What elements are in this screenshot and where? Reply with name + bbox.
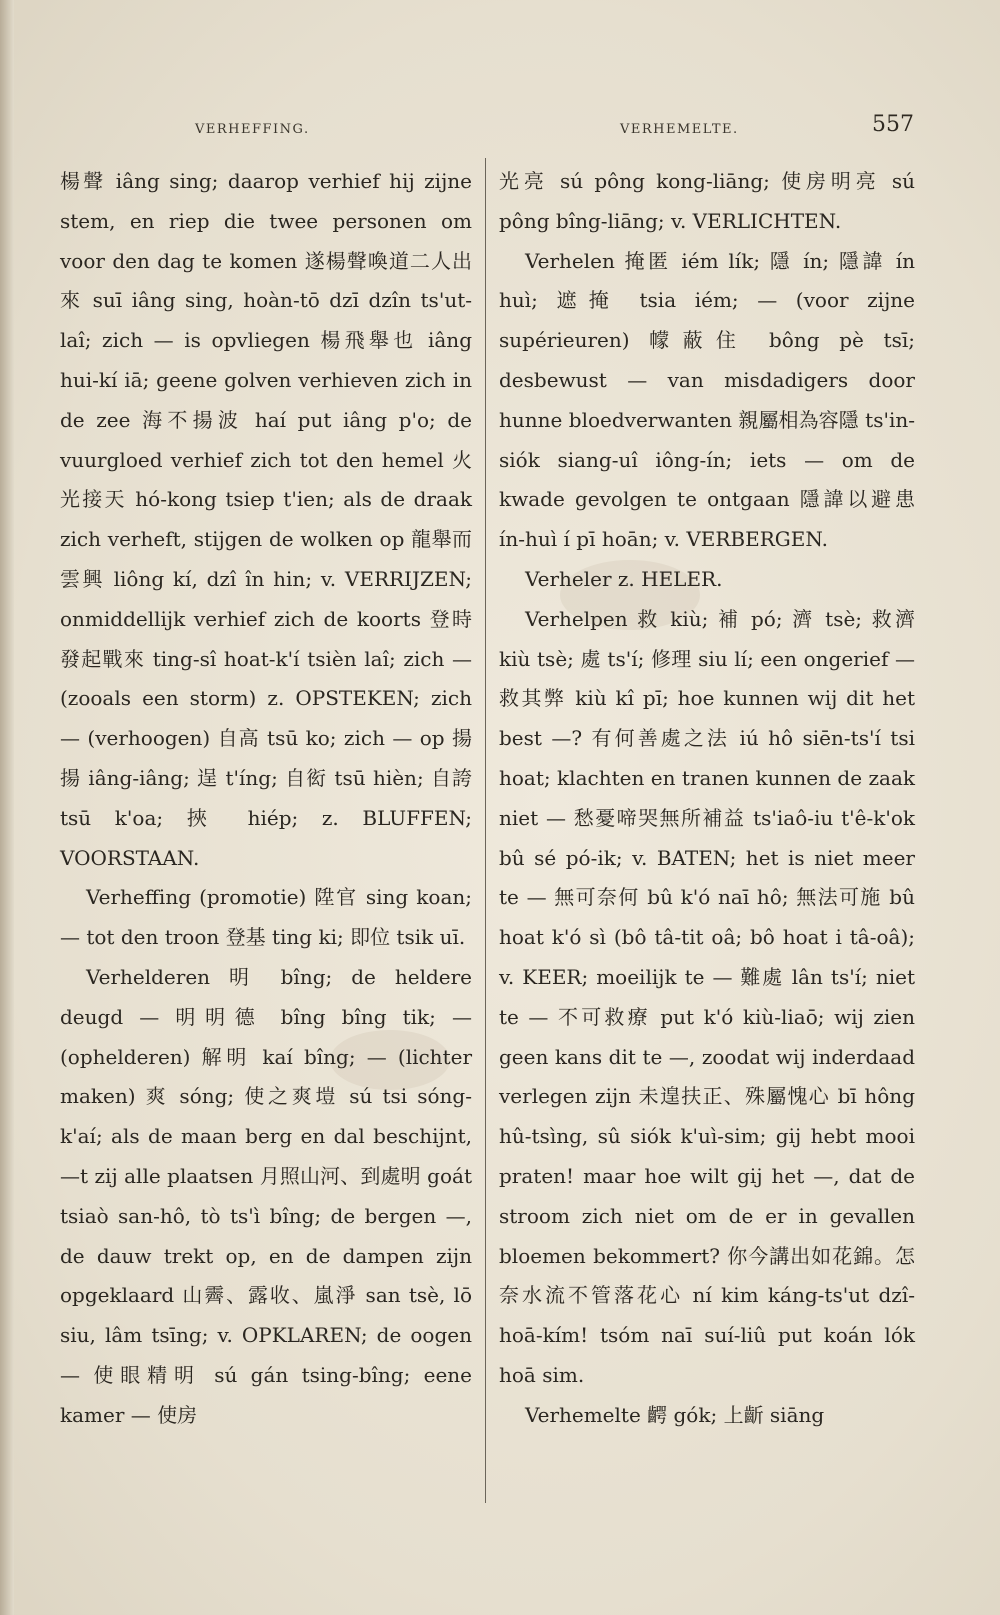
entry-verhelderen-continued: 光亮 sú pông kong-liāng; 使房明亮 sú pông bîng-liāng; v. VERLICHTEN.: [499, 169, 915, 233]
left-column: [60, 162, 472, 1436]
entry-verheffen-continued: 楊聲 iâng sing; daarop verhief hij zijne stem, en riep die twee personen om voor den dag te komen 遂楊聲喚道二人出來 suī iâng sing, hoàn-tō dzī dzîn ts'ut-laî; zich — is opvliegen 楊飛舉也 iâng hui-kí iā; geene golven verhieven zich in de zee 海不揚波 haí put iâng p'o; de vuurgloed verhief zich tot den hemel 火光接天 hó-kong tsiep t'ien; als de draak zich verheft, stijgen de wolken op 龍舉而雲興 liông kí, dzî în hin; v. VERRIJZEN; onmiddellijk verhief zich de koorts 登時發起戰來 ting-sî hoat-k'í tsièn laî; zich — (zooals een storm) z. OPSTEKEN; zich — (verhoogen) 自高 tsū ko; zich — op 揚揚 iâng-iâng; 逞 t'íng; 自衒 tsū hièn; 自誇 tsū k'oa; 挾 hiép; z. BLUFFEN; VOORSTAAN.: [60, 169, 472, 870]
entry-verhemelte: Verhemelte 齶 gók; 上齗 siāng: [525, 1402, 825, 1427]
right-column: [499, 162, 915, 1436]
page-number: 557: [872, 112, 914, 137]
left-running-head: VERHEFFING.: [195, 122, 310, 137]
column-rule: [485, 158, 486, 1503]
entry-verhelderen: Verhelderen 明 bîng; de heldere deugd — 明明德 bîng bîng tik; — (ophelderen) 解明 kaí bîng; — (lichter maken) 爽 sóng; 使之爽塏 sú tsi sóng-k'aí; als de maan berg en dal beschijnt, —t zij alle plaatsen 月照山河、到處明 goát tsiaò san-hô, tò ts'ì bîng; de bergen —, de dauw trekt op, en de dampen zijn opgeklaard 山霽、露收、嵐淨 san tsè, lō siu, lâm tsīng; v. OPKLAREN; de oogen — 使眼精明 sú gán tsing-bîng; eene kamer — 使房: [60, 964, 472, 1427]
entry-verhelen: Verhelen 掩匿 iém lík; 隱 ín; 隱諱 ín huì; 遮掩 tsia iém; — (voor zijne supérieuren) 幪蔽住 bông pè tsī; desbewust — van misdadigers door hunne bloedverwanten 親屬相為容隱 ts'in-siók siang-uî iông-ín; iets — om de kwade gevolgen te ontgaan 隱諱以避患 ín-huì í pī hoān; v. VERBERGEN.: [499, 248, 915, 552]
page-gutter-shadow: [0, 0, 14, 1615]
entry-verheffing: Verheffing (promotie) 陞官 sing koan; — tot den troon 登基 ting ki; 即位 tsik uī.: [60, 885, 472, 950]
right-running-head: VERHEMELTE.: [620, 122, 739, 137]
entry-verheler: Verheler z. HELER.: [525, 566, 723, 591]
entry-verhelpen: Verhelpen 救 kiù; 補 pó; 濟 tsè; 救濟 kiù tsè; 處 ts'í; 修理 siu lí; een ongerief — 救其弊 kiù kî pī; hoe kunnen wij dit het best —? 有何善處之法 iú hô siēn-ts'í tsi hoat; klachten en tranen kunnen de zaak niet — 愁憂啼哭無所補益 ts'iaô-iu t'ê-k'ok bû sé pó-ik; v. BATEN; het is niet meer te — 無可奈何 bû k'ó naī hô; 無法可施 bû hoat k'ó sì (bô tâ-tit oâ; bô hoat i tâ-oâ); v. KEER; moeilijk te — 難處 lân ts'í; niet te — 不可救療 put k'ó kiù-liaō; wij zien geen kans dit te —, zoodat wij inderdaad verlegen zijn 未遑扶正、殊屬愧心 bī hông hû-tsìng, sû siók k'uì-sim; gij hebt mooi praten! maar hoe wilt gij het —, dat de stroom zich niet om de er in gevallen bloemen bekommert? 你今講出如花錦。怎奈水流不管落花心 ní kim káng-ts'ut dzî-hoā-kím! tsóm naī suí-liû put koán lók hoā sim.: [499, 606, 915, 1387]
